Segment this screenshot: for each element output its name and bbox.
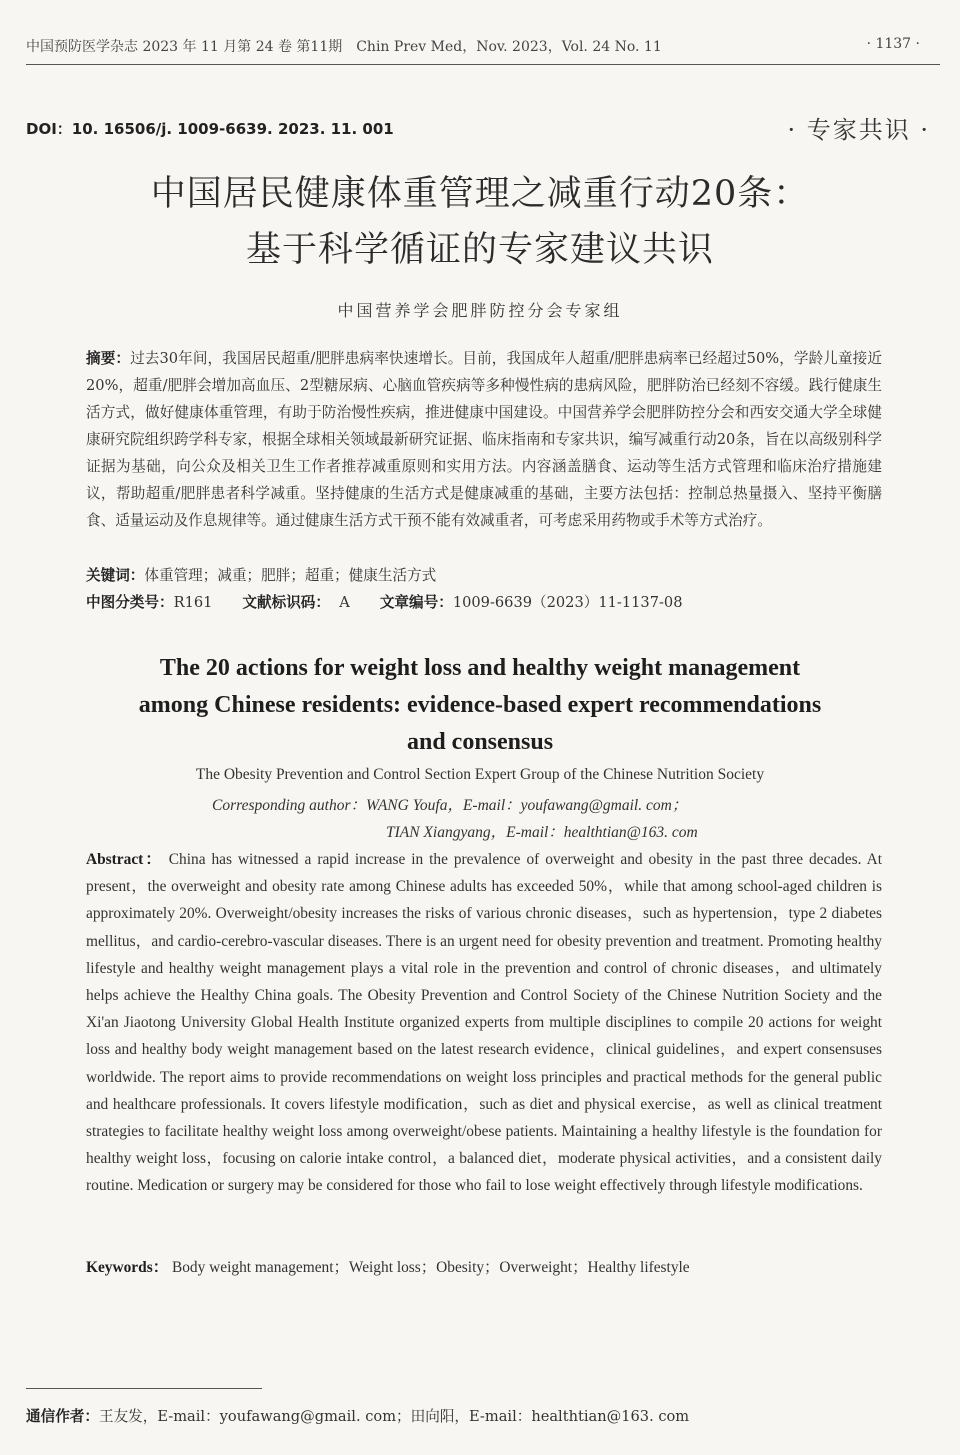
chinese-abstract-label: 摘要： — [86, 350, 131, 367]
english-abstract — [86, 846, 882, 1200]
doi: DOI：10. 16506/j. 1009-6639. 2023. 11. 001 — [26, 120, 394, 138]
clc-label: 中图分类号： — [86, 594, 174, 611]
footnote-divider — [26, 1388, 262, 1389]
page-number: · 1137 · — [866, 36, 920, 52]
english-title-line-2: among Chinese residents: evidence-based expert recommendations — [138, 692, 822, 718]
english-keywords-text: Body weight management；Weight loss；Obesity；Overweight；Healthy lifestyle — [171, 1259, 690, 1276]
clc-value: R161 — [173, 594, 213, 611]
article-number-label: 文章编号： — [379, 594, 453, 611]
english-abstract-text: China has witnessed a rapid increase in the prevalence of overweight and obesity in the past three decades. At present，the overweight and obesity rate among Chinese adults has exceeded 50%，while that among school-aged children is approximately 20%. Overweight/obesity increases the risks of various chronic diseases，such as hypertension，type 2 diabetes mellitus，and cardio-cerebro-vascular diseases. There is an urgent need for obesity prevention and treatment. Promoting healthy lifestyle and healthy weight management plays a vital role in the prevention and control of chronic diseases，and ultimately helps achieve the Healthy China goals. The Obesity Prevention and Control Society of the Chinese Nutrition Society and the Xi'an Jiaotong University Global Health Institute organized experts from multiple disciplines to compile 20 actions for weight loss and healthy body weight management based on the latest research evidence，clinical guidelines，and expert consensuses worldwide. The report aims to provide recommendations on weight loss principles and practical methods for the general public and healthcare professionals. It covers lifestyle modification，such as diet and physical exercise，as well as clinical treatment strategies to facilitate healthy weight loss among overweight/obese patients. Maintaining a healthy lifestyle is the foundation for healthy weight loss，focusing on calorie intake control，a balanced diet，moderate physical activities，and a consistent daily routine. Medication or surgery may be considered for those who fail to lose weight effectively through lifestyle modifications. — [86, 851, 882, 1195]
header-divider — [26, 64, 940, 65]
journal-line: 中国预防医学杂志 2023 年 11 月第 24 卷 第11期 Chin Prev Med，Nov. 2023，Vol. 24 No. 11 — [26, 39, 662, 55]
english-abstract-label: Abstract： — [86, 851, 163, 868]
english-title-line-3: and consensus — [406, 729, 554, 755]
footnote-text: 王友发，E-mail：youfawang@gmail. com；田向阳，E-mail：healthtian@163. com — [98, 1408, 690, 1425]
corresponding-author-line-2: TIAN Xiangyang，E-mail：healthtian@163. com — [386, 824, 698, 841]
footnote — [26, 1405, 689, 1426]
chinese-keywords-text: 体重管理；减重；肥胖；超重；健康生活方式 — [144, 567, 437, 584]
corresponding-author-line-1: Corresponding author：WANG Youfa，E-mail：youfawang@gmail. com； — [212, 797, 688, 814]
chinese-title — [0, 166, 960, 278]
classification-line — [86, 589, 882, 616]
chinese-abstract — [86, 345, 882, 534]
english-title-line-1: The 20 actions for weight loss and healthy weight management — [159, 655, 801, 681]
chinese-title-line-2: 基于科学循证的专家建议共识 — [245, 230, 714, 270]
english-author-group: The Obesity Prevention and Control Section Expert Group of the Chinese Nutrition Society — [195, 766, 765, 783]
english-keywords — [86, 1254, 882, 1281]
article-number-value: 1009-6639（2023）11-1137-08 — [452, 594, 683, 611]
chinese-title-line-1: 中国居民健康体重管理之减重行动20条： — [150, 174, 810, 214]
running-header — [26, 36, 920, 56]
chinese-authors: 中国营养学会肥胖防控分会专家组 — [337, 301, 623, 320]
english-keywords-label: Keywords： — [86, 1259, 169, 1276]
doc-code-label: 文献标识码： — [242, 594, 330, 611]
chinese-abstract-text: 过去30年间，我国居民超重/肥胖患病率快速增长。目前，我国成年人超重/肥胖患病率已经超过50%，学龄儿童接近20%，超重/肥胖会增加高血压、2型糖尿病、心脑血管疾病等多种慢性病的患病风险，肥胖防治已经刻不容缓。践行健康生活方式，做好健康体重管理，有助于防治慢性疾病，推进健康中国建设。中国营养学会肥胖防控分会和西安交通大学全球健康研究院组织跨学科专家，根据全球相关领域最新研究证据、临床指南和专家共识，编写减重行动20条，旨在以高级别科学证据为基础，向公众及相关卫生工作者推荐减重原则和实用方法。内容涵盖膳食、运动等生活方式管理和临床治疗措施建议，帮助超重/肥胖患者科学减重。坚持健康的生活方式是健康减重的基础，主要方法包括：控制总热量摄入、坚持平衡膳食、适量运动及作息规律等。通过健康生活方式干预不能有效减重者，可考虑采用药物或手术等方式治疗。 — [86, 350, 882, 529]
chinese-keywords-label: 关键词： — [86, 567, 145, 584]
doc-code-value: A — [339, 594, 350, 611]
english-title — [60, 650, 900, 761]
footnote-label: 通信作者： — [26, 1408, 99, 1425]
chinese-keywords — [86, 562, 882, 589]
section-label: · 专家共识 · — [787, 116, 930, 144]
